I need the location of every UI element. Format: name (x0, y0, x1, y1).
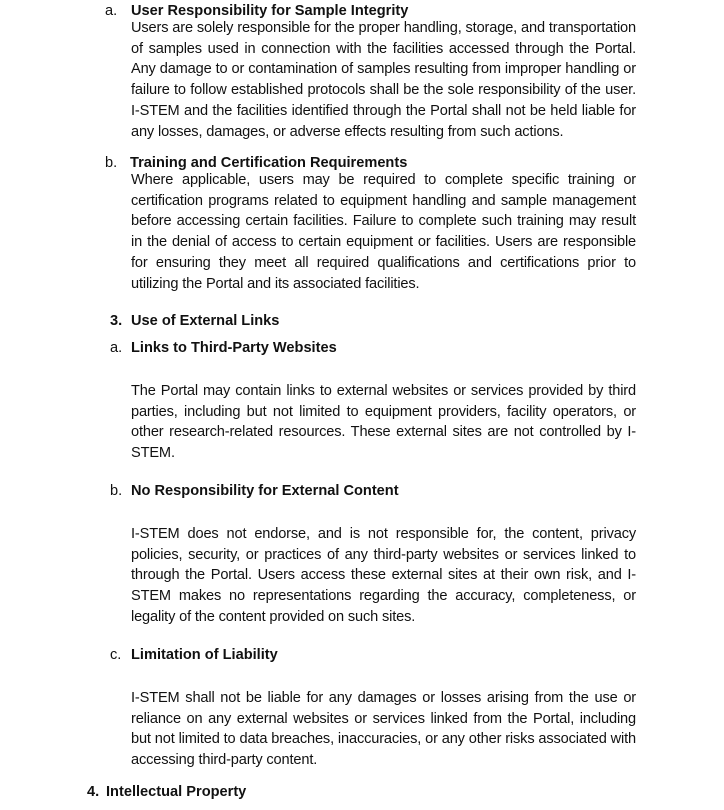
subsection-heading: No Responsibility for External Content (131, 483, 399, 499)
subsection-body: I-STEM does not endorse, and is not responsible for, the content, privacy policies, security, or practices of any third-party websites or services linked to through the Portal. Users access these external sites at their own risk, and I-STEM makes no representations regarding the accuracy, completeness, or legality of the content provided on such sites. (131, 526, 636, 625)
subsection-body: Where applicable, users may be required to complete specific training or certification programs related to equipment handling and sample management before accessing certain facilities. Failure to complete such training may result in the denial of access to certain equipment or facilities. Users are responsible for ensuring they meet all required qualifications and certifications prior to utilizing the Portal and its associated facilities. (131, 172, 636, 292)
list-marker: a. (110, 340, 123, 356)
subsection-body: I-STEM shall not be liable for any damages or losses arising from the use or reliance on any external websites or services linked from the Portal, including but not limited to data breaches, inaccuracies, or any other risks associated with accessing third-party content. (131, 690, 636, 769)
subsection-heading: Training and Certification Requirements (130, 155, 408, 171)
subsection-heading: Links to Third-Party Websites (131, 340, 337, 356)
subsection-heading: User Responsibility for Sample Integrity (131, 3, 409, 19)
section-heading: Use of External Links (131, 313, 280, 329)
section-number: 3. (110, 313, 123, 329)
list-marker: c. (110, 647, 122, 663)
subsection-heading: Limitation of Liability (131, 647, 278, 663)
section-number: 4. (87, 784, 100, 800)
subsection-body: Users are solely responsible for the proper handling, storage, and transportation of samples used in connection with the facilities accessed through the Portal. Any damage to or contamination of samples resulting from improper handling or failure to follow established protocols shall be the sole responsibility of the user. I-STEM and the facilities identified through the Portal shall not be held liable for any losses, damages, or adverse effects resulting from such actions. (131, 20, 636, 140)
list-marker: a. (105, 3, 118, 19)
list-marker: b. (105, 155, 118, 171)
subsection-body: The Portal may contain links to external websites or services provided by third parties, including but not limited to equipment providers, facility operators, or other research-related resources. These external sites are not controlled by I-STEM. (131, 383, 636, 462)
section-heading: Intellectual Property (106, 784, 247, 800)
list-marker: b. (110, 483, 123, 499)
